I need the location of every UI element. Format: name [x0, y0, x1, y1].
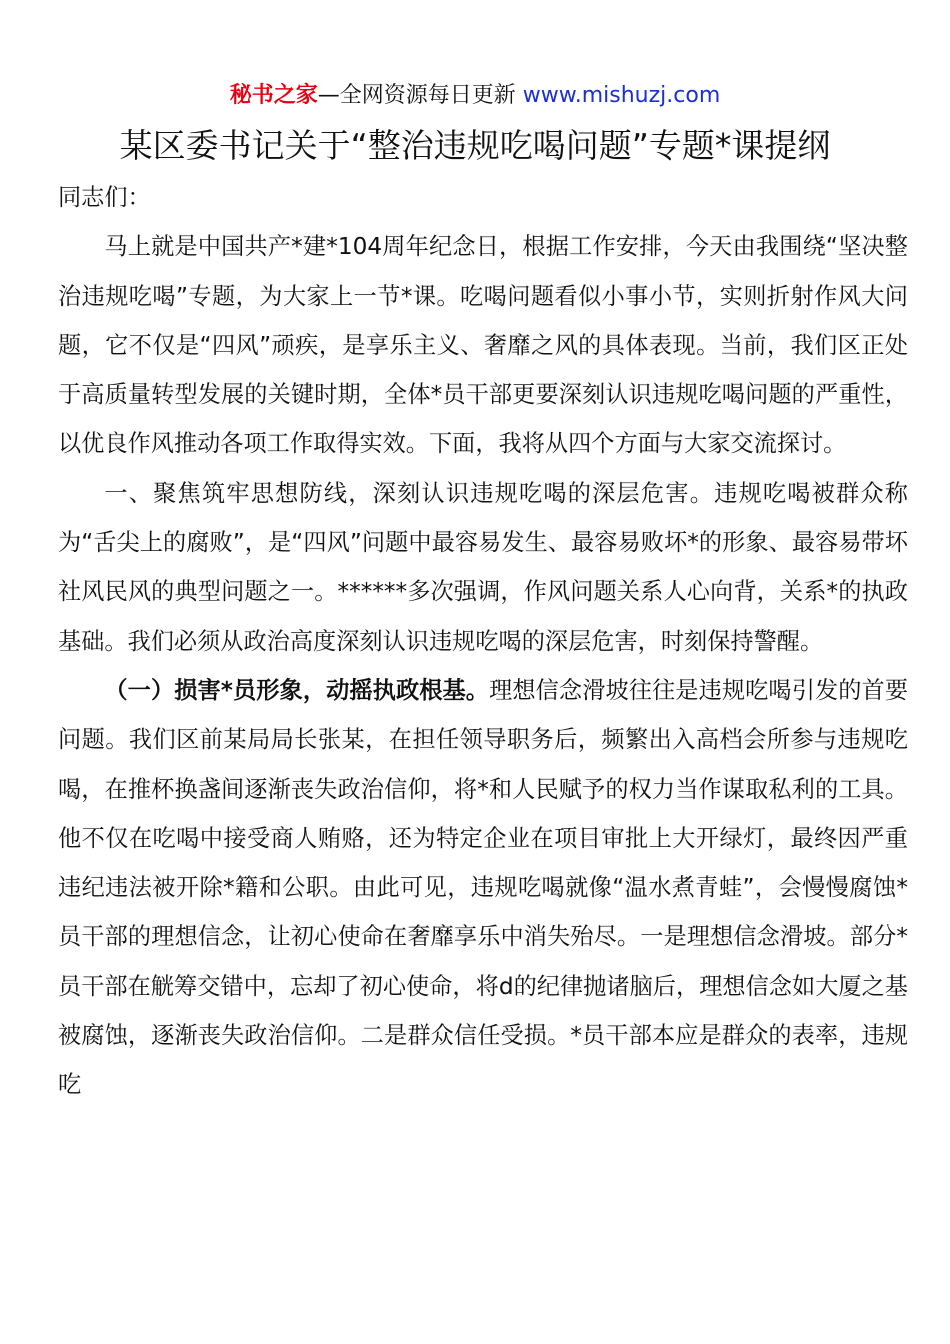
- subsection-1-heading: （一）损害*员形象，动摇执政根基。: [104, 676, 490, 704]
- subsection-1-paragraph: [58, 666, 908, 1110]
- section-1-paragraph: [58, 469, 908, 666]
- document-title: 某区委书记关于“整治违规吃喝问题”专题*课提纲: [119, 126, 831, 165]
- document-body: [58, 173, 908, 1110]
- intro-paragraph: 马上就是中国共产*建*104周年纪念日，根据工作安排，今天由我围绕“坚决整治违规吃喝”专题，为大家上一节*课。吃喝问题看似小事小节，实则折射作风大问题，它不仅是“四风”顽疾，是享乐主义、奢靡之风的具体表现。当前，我们区正处于高质量转型发展的关键时期，全体*员干部更要深刻认识违规吃喝问题的严重性，以优良作风推动各项工作取得实效。下面，我将从四个方面与大家交流探讨。: [58, 233, 908, 458]
- site-tagline: —全网资源每日更新: [317, 83, 523, 108]
- section-1-heading: 一、聚焦筑牢思想防线，深刻认识违规吃喝的深层危害。: [104, 479, 715, 507]
- site-brand: 秘书之家: [229, 83, 318, 108]
- section-1-text: 违规吃喝被群众称为“舌尖上的腐败”，是“四风”问题中最容易发生、最容易败坏*的形象、最容易带坏社风民风的典型问题之一。******多次强调，作风问题关系人心向背，关系*的执政基础。我们必须从政治高度深刻认识违规吃喝的深层危害，时刻保持警醒。: [58, 479, 908, 655]
- site-url-link[interactable]: www.mishuzj.com: [522, 83, 721, 108]
- salutation: 同志们：: [58, 184, 151, 211]
- site-header: [0, 80, 950, 112]
- subsection-1-text: 理想信念滑坡往往是违规吃喝引发的首要问题。我们区前某局局长张某，在担任领导职务后，频繁出入高档会所参与违规吃喝，在推杯换盏间逐渐丧失政治信仰，将*和人民赋予的权力当作谋取私利的工具。他不仅在吃喝中接受商人贿赂，还为特定企业在项目审批上大开绿灯，最终因严重违纪违法被开除*籍和公职。由此可见，违规吃喝就像“温水煮青蛙”，会慢慢腐蚀*员干部的理想信念，让初心使命在奢靡享乐中消失殆尽。一是理想信念滑坡。部分*员干部在觥筹交错中，忘却了初心使命，将d的纪律抛诸脑后，理想信念如大厦之基被腐蚀，逐渐丧失政治信仰。二是群众信任受损。*员干部本应是群众的表率，违规吃: [58, 676, 909, 1099]
